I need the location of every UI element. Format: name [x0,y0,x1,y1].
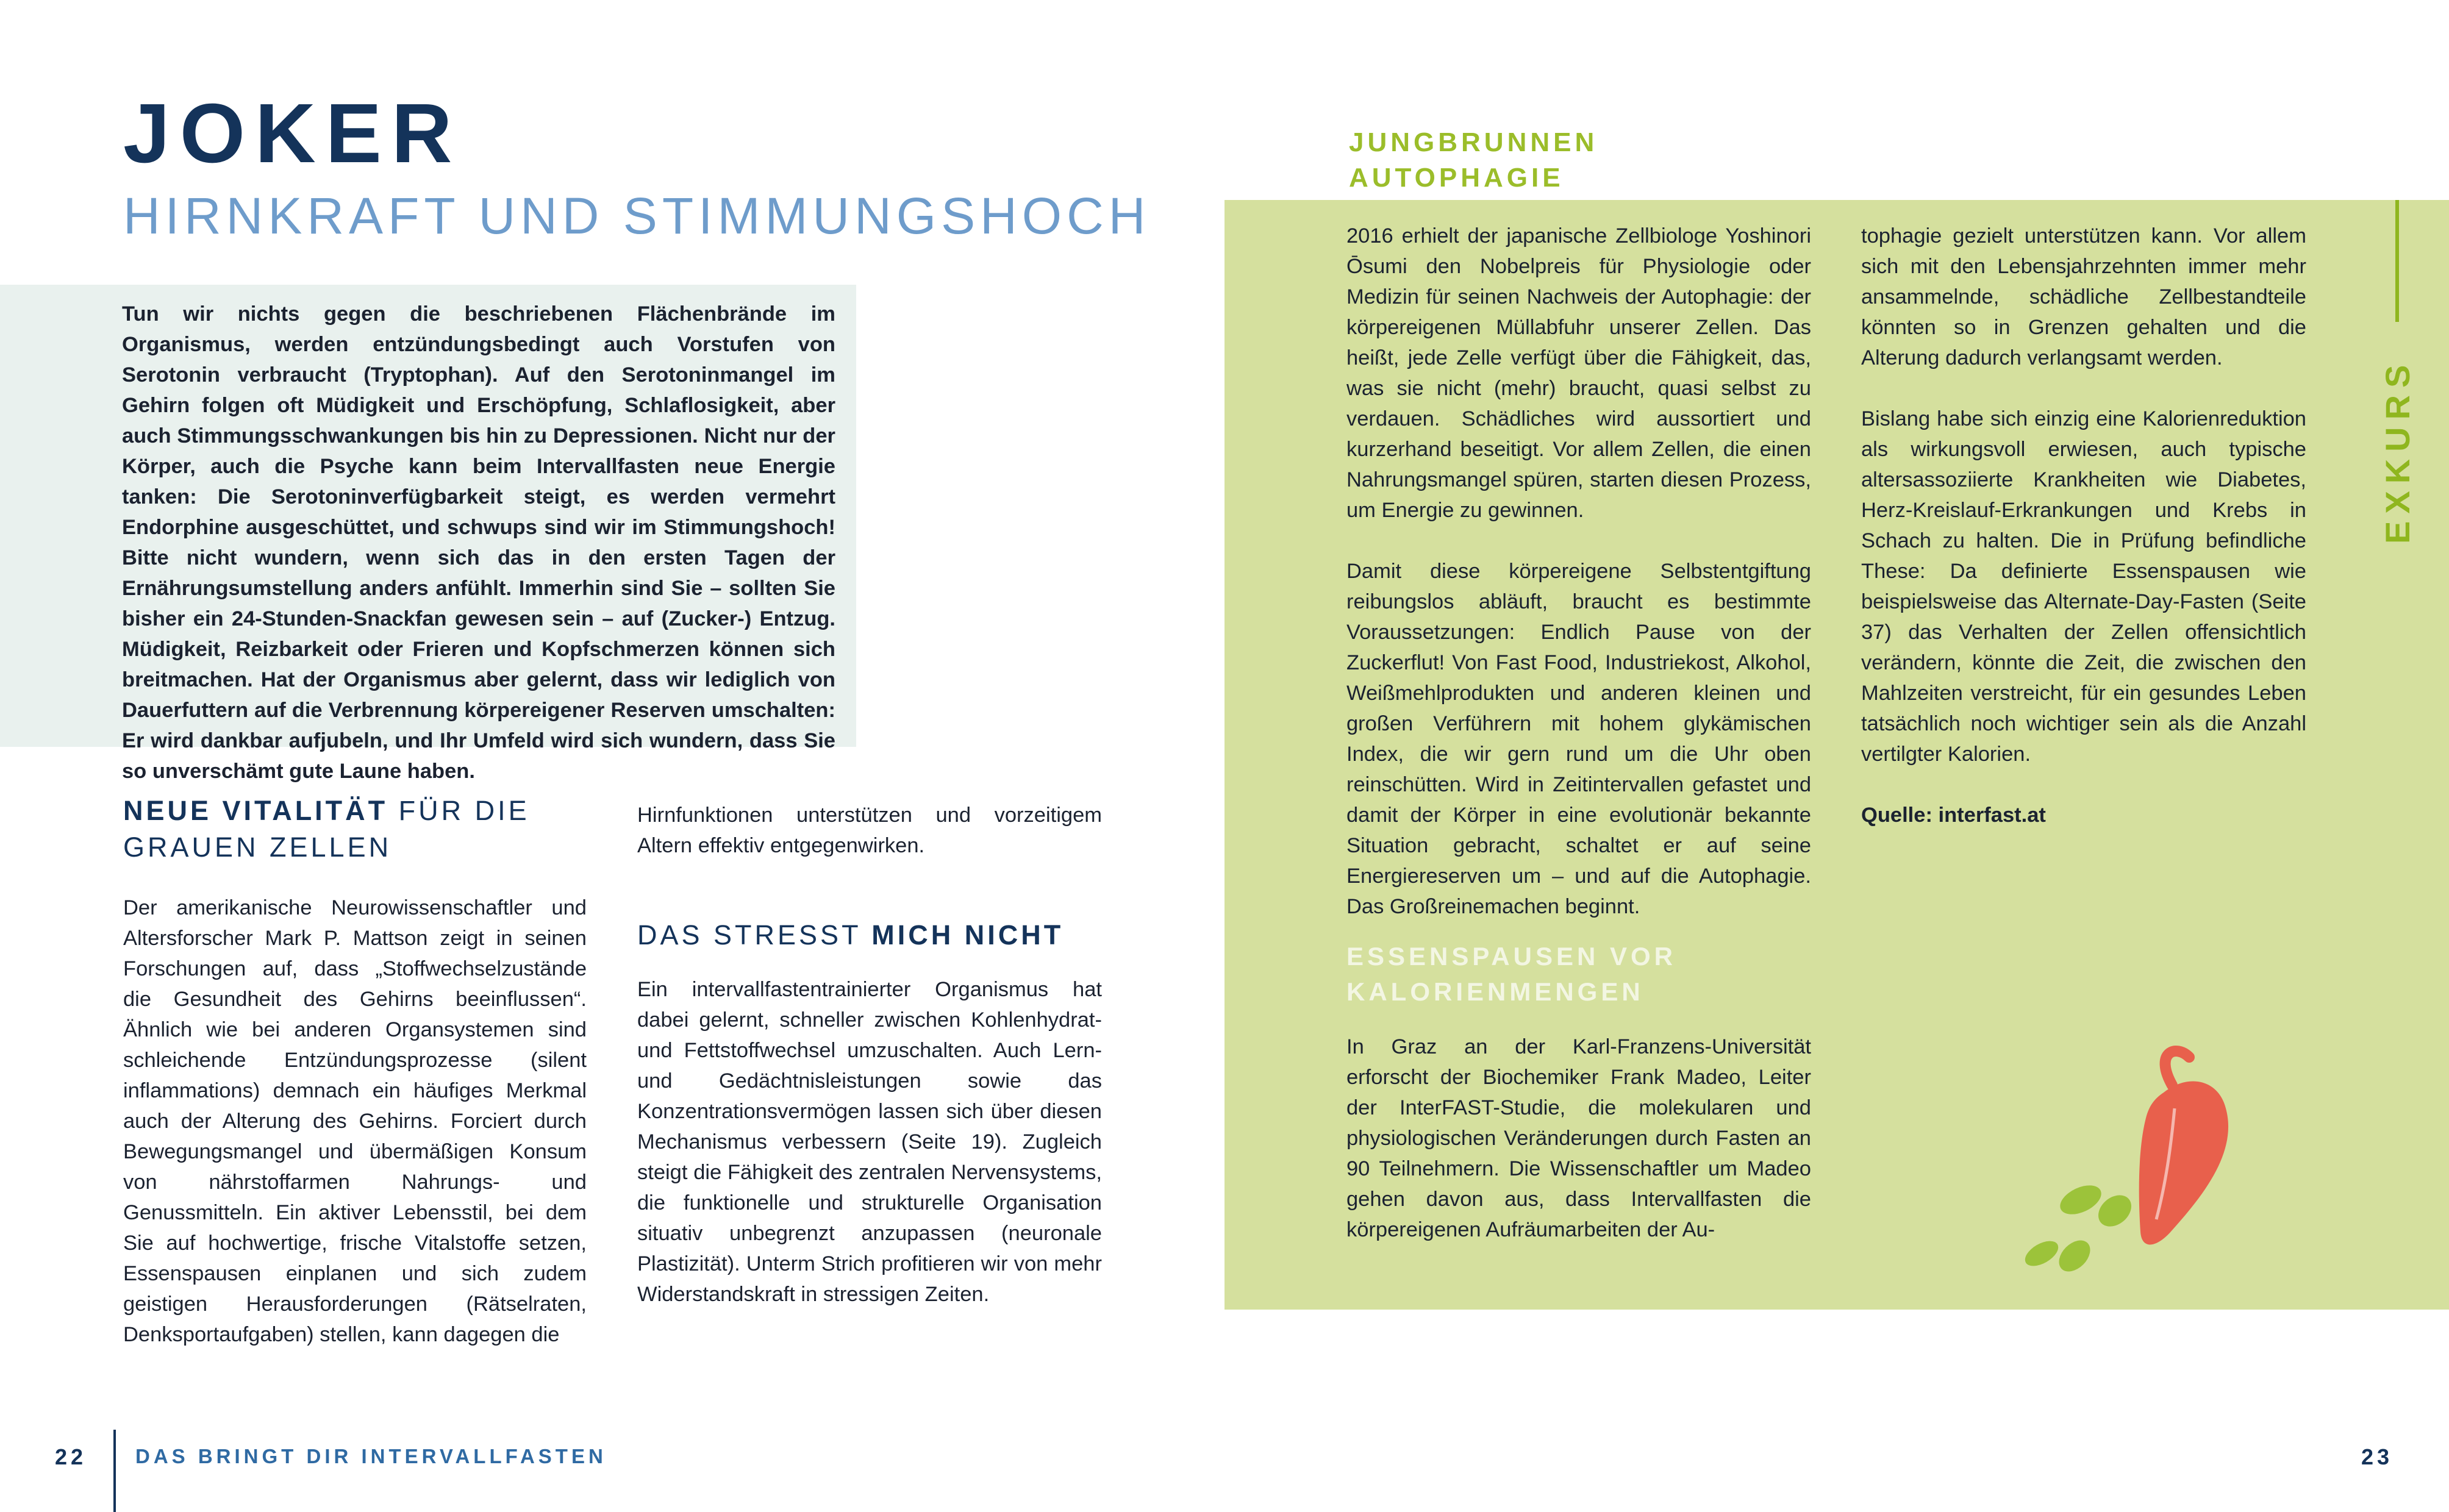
exkurs-subheading [1346,939,1811,1010]
section-body-stress: Ein intervallfastentrainierter Organismus hat dabei gelernt, schneller zwischen Kohlenhydrat- und Fettstoffwechsel umzuschalten. Auch Lern- und Gedächtnisleistungen sowie das Konzentrationsvermögen lassen sich über diesen Mechanismus verbessern (Seite 19). Zugleich steigt die Fähigkeit des zentralen Nervensystems, die funktionelle und strukturelle Organisation situativ unbegrenzt anzupassen (neuronale Plastizität). Unterm Strich profitieren wir von mehr Widerstandskraft in stressigen Zeiten. [637,978,1102,1306]
exkurs-column-1 [1346,221,1811,1245]
exkurs-paragraph-4: tophagie gezielt unterstützen kann. Vor allem sich mit den Lebensjahrzehnten immer mehr ansammelnde, schädliche Zellbestandteile könnten so in Grenzen gehalten und die Alterung dadurch verlangsamt werden. [1861,224,2306,369]
section-body-continued: Hirnfunktionen unterstützen und vorzeitigem Altern effektiv entgegenwirken. [637,804,1102,857]
exkurs-heading-line2: AUTOPHAGIE [1349,163,1564,193]
section-heading-bold: MICH NICHT [871,919,1064,950]
source-credit: Quelle: interfast.at [1861,804,2046,827]
exkurs-column-2 [1861,221,2306,830]
exkurs-heading-line1: JUNGBRUNNEN [1349,127,1598,157]
page-number-left: 22 [55,1444,87,1469]
section-neue-vitalitaet [123,793,587,1350]
left-column-2 [637,800,1102,1310]
footer-divider [113,1430,116,1512]
exkurs-heading [1349,125,1598,196]
section-heading [123,793,587,866]
beans-icon [2021,1180,2137,1278]
exkurs-paragraph-1: 2016 erhielt der japanische Zellbiologe Yoshinori Ōsumi den Nobelpreis für Physiologie oder Medizin für seinen Nachweis der Autophagie: der körpereigenen Müllabfuhr unserer Zellen. Das heißt, jede Zelle verfügt über die Fähigkeit, das, was sie nicht (mehr) braucht, quasi selbst zu verdauen. Schädliches wird aussortiert und kurzerhand beseitigt. Vor allem Zellen, die einen Nahrungsmangel spüren, starten diesen Prozess, um Energie zu gewinnen. [1346,224,1811,522]
section-heading-rest: DAS STRESST [637,919,872,950]
exkurs-paragraph-5: Bislang habe sich einzig eine Kalorienreduktion als wirkungsvoll erwiesen, auch typische altersassoziierte Krankheiten wie Diabetes, Herz-Kreislauf-Erkrankungen und Krebs in Schach zu halten. Die in Prüfung befindliche These: Da definierte Essenspausen wie beispielsweise das Alternate-Day-Fasten (Seite 37) das Verhalten der Zellen offensichtlich verändern, könnte die Zeit, die zwischen den Mahlzeiten verstreicht, für ein gesundes Leben tatsächlich noch wichtiger sein als die Anzahl vertilgter Kalorien. [1861,407,2306,766]
section-body: Der amerikanische Neurowissenschaftler und Altersforscher Mark P. Mattson zeigt in seinen Forschungen auf, dass „Stoffwechselzustände die Gesundheit des Gehirns beeinflussen“. Ähnlich wie bei anderen Organsystemen sind schleichende Entzündungsprozesse (silent inflammations) demnach ein häufiges Merkmal auch der Alterung des Gehirns. Forciert durch Bewegungsmangel und übermäßigen Konsum von nährstoffarmen Nahrungs- und Genussmitteln. Ein aktiver Lebensstil, bei dem Sie auf hochwertige, frische Vitalstoffe setzen, Essenspausen einplanen und sich zudem geistigen Herausforderungen (Rätselraten, Denksportaufgaben) stellen, kann dagegen die [123,896,587,1346]
running-title: DAS BRINGT DIR INTERVALLFASTEN [135,1445,607,1467]
exkurs-subheading-line1: ESSENSPAUSEN VOR [1346,942,1676,971]
page-number-right: 23 [2361,1444,2394,1469]
section-heading-rest: FÜR DIE GRAUEN ZELLEN [123,795,530,863]
exkurs-paragraph-2: Damit diese körpereigene Selbstentgiftung reibungslos abläuft, braucht es bestimmte Voraussetzungen: Endlich Pause von der Zuckerflut! Von Fast Food, Industriekost, Alkohol, Weißmehlprodukten und anderen kleinen und großen Verführern mit hohem glykämischen Index, die wir gern rund um die Uhr oben reinschütten. Wird in Zeitintervallen gefastet und damit der Körper in eine evolutionär bekannte Situation gebracht, schaltet er auf seine Energiereserven um – und auf die Autophagie. Das Großreinemachen beginnt. [1346,560,1811,918]
chapter-title: JOKER [123,87,462,180]
exkurs-subheading-line2: KALORIENMENGEN [1346,977,1644,1006]
pepper-beans-illustration [2012,1036,2268,1293]
chapter-subtitle: HIRNKRAFT UND STIMMUNGSHOCH [123,187,1151,244]
exkurs-side-label: EXKURS [2378,357,2417,544]
section-heading-bold: NEUE VITALITÄT [123,795,388,826]
pepper-icon [2139,1051,2228,1244]
exkurs-accent-line [2395,200,2399,322]
section-heading-stress [637,917,1102,954]
exkurs-paragraph-3: In Graz an der Karl-Franzens-Universität erforscht der Biochemiker Frank Madeo, Leiter der InterFAST-Studie, die molekularen und physiologischen Veränderungen durch Fasten an 90 Teilnehmern. Die Wissenschaftler um Madeo gehen davon aus, dass Intervallfasten die körpereigenen Aufräumarbeiten der Au- [1346,1035,1811,1241]
intro-paragraph: Tun wir nichts gegen die beschriebenen Flächenbrände im Organismus, werden entzündungsbedingt auch Vorstufen von Serotonin verbraucht (Tryptophan). Auf den Serotoninmangel im Gehirn folgen oft Müdigkeit und Erschöpfung, Schlaflosigkeit, aber auch Stimmungsschwankungen bis hin zu Depressionen. Nicht nur der Körper, auch die Psyche kann beim Intervallfasten neue Energie tanken: Die Serotoninverfügbarkeit steigt, es werden vermehrt Endorphine ausgeschüttet, und schwups sind wir im Stimmungshoch! Bitte nicht wundern, wenn sich das in den ersten Tagen der Ernährungsumstellung anders anfühlt. Immerhin sind Sie – sollten Sie bisher ein 24-Stunden-Snackfan gewesen sein – auf (Zucker-) Entzug. Müdigkeit, Reizbarkeit oder Frieren und Kopfschmerzen können sich breitmachen. Hat der Organismus aber gelernt, dass wir lediglich von Dauerfuttern auf die Verbrennung körpereigener Reserven umschalten: Er wird dankbar aufjubeln, und Ihr Umfeld wird sich wundern, dass Sie so unverschämt gute Laune haben. [122,302,835,783]
